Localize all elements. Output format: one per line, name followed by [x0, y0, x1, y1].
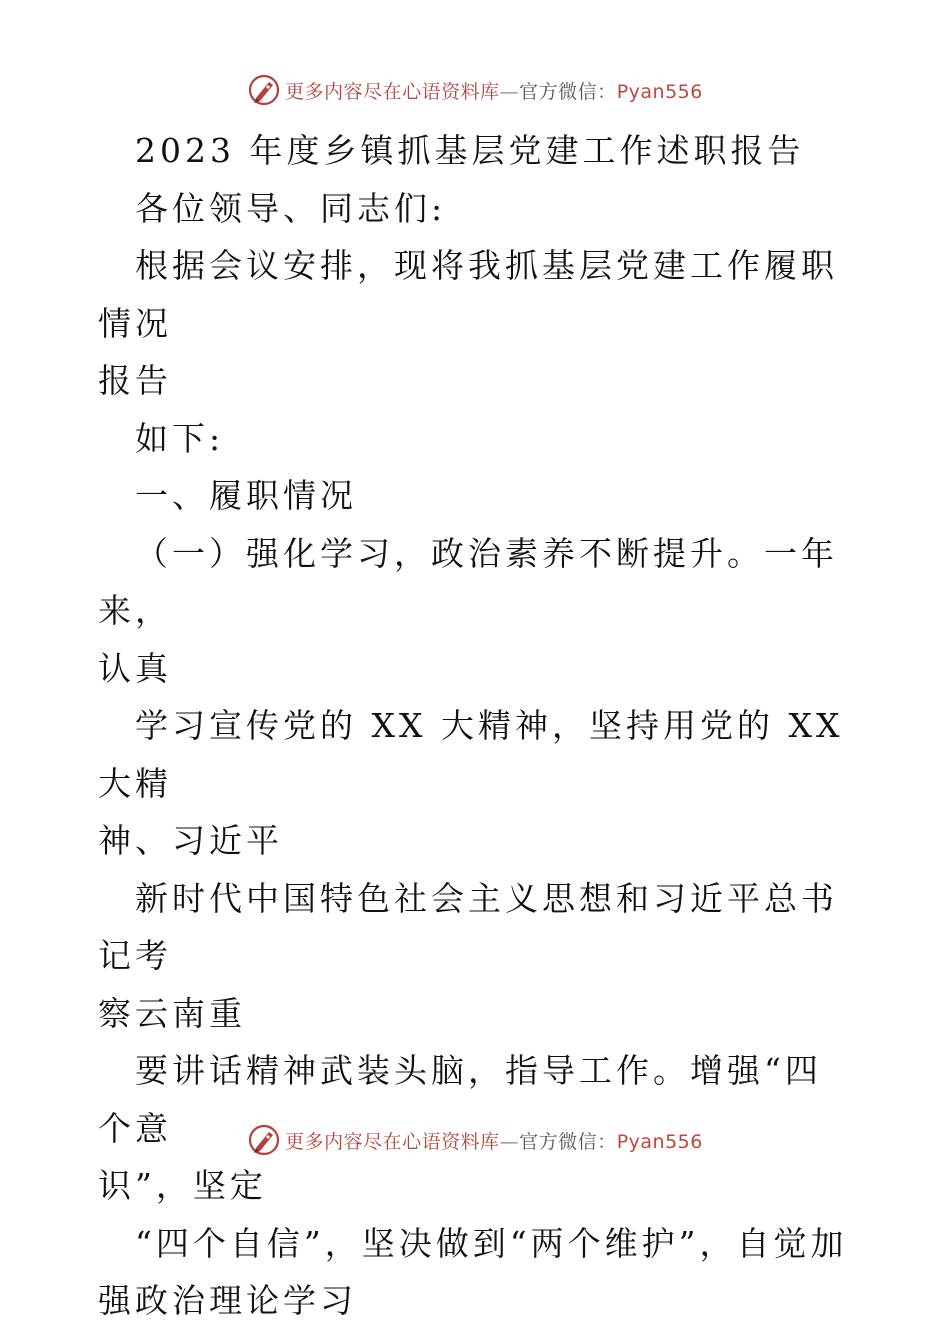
banner-tail-text: 官方微信：	[519, 80, 617, 103]
banner-main-text: 更多内容尽在心语资料库	[285, 1130, 500, 1153]
document-line: 一、履职情况	[135, 476, 357, 515]
banner-tail-text: 官方微信：	[519, 1130, 617, 1153]
document-line: 要讲话精神武装头脑，指导工作。增强“四个意	[98, 1051, 822, 1148]
document-line: 强政治理论学习	[98, 1281, 357, 1320]
document-line: 认真	[98, 648, 172, 688]
document-line: 察云南重	[98, 993, 246, 1033]
document-line: 根据会议安排，现将我抓基层党建工作履职情况	[98, 246, 838, 343]
banner-main-text: 更多内容尽在心语资料库	[285, 80, 500, 103]
banner-separator: —	[499, 1130, 520, 1153]
document-title	[98, 122, 858, 180]
pen-logo-icon	[247, 73, 281, 107]
document-line: 学习宣传党的 XX 大精神，坚持用党的 XX 大精	[98, 706, 844, 803]
document-line: 新时代中国特色社会主义思想和习近平总书记考	[98, 878, 838, 975]
banner-text	[285, 77, 703, 104]
document-line: 如下:	[135, 418, 225, 458]
banner-text	[285, 1127, 703, 1154]
pen-logo-icon	[247, 1123, 281, 1157]
footer-banner	[0, 1120, 950, 1160]
document-line: 神、习近平	[98, 821, 283, 860]
banner-wechat-id: Pyan556	[616, 1130, 703, 1153]
document-line: “四个自信”，坚决做到“两个维护”，自觉加	[135, 1223, 848, 1263]
banner-wechat-id: Pyan556	[616, 80, 703, 103]
banner-separator: —	[499, 80, 520, 103]
document-line: 报告	[98, 361, 172, 400]
document-line: （一）强化学习，政治素养不断提升。一年来，	[98, 533, 838, 630]
document-title-text: 2023 年度乡镇抓基层党建工作述职报告	[135, 131, 805, 170]
document-line: 各位领导、同志们:	[135, 188, 447, 228]
header-banner	[0, 70, 950, 110]
document-line: 识”，坚定	[98, 1166, 267, 1205]
